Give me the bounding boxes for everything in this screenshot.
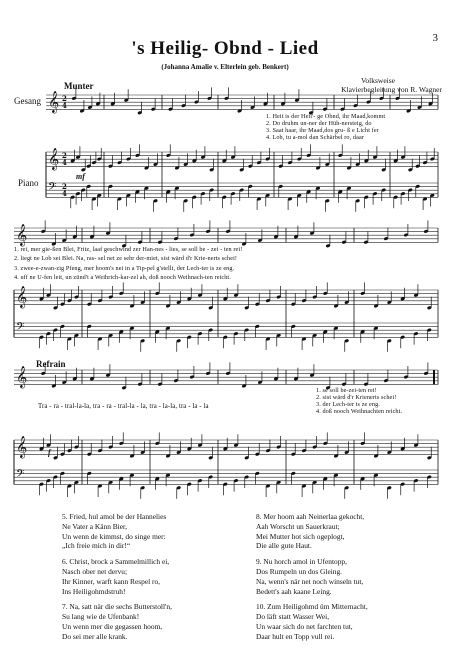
- verse-line: „Ich freie mich in dir!“: [62, 541, 131, 551]
- verse-line: Nasch ober net dervu;: [62, 566, 128, 576]
- lyric-line: 1. Heit is der Heil'- ge Obnd, ihr Maad,kommt: [266, 113, 386, 120]
- verses-left-column: [62, 512, 172, 648]
- time-signature: 2: [62, 94, 67, 103]
- lyric-line: 1. rei, mer gie-ßen Blei, Fritz, laaf geschwind zer Han-nes - lies, se soll be - zei - ten rei!: [14, 246, 243, 253]
- verse-line: Ihr Kinner, warft kann Respel ro,: [62, 576, 161, 586]
- lyric-line: 3. zwee-e-zwan-zig Pfeng, mer hoom's nei in a Tip-pel g'stellt, der Lech-ter is ze eng.: [14, 264, 235, 272]
- page-title: 's Heilig- Obnd - Lied: [131, 38, 319, 59]
- lyric-line: 2. Do druhm un-ner der Hüh-nersteig, do: [266, 120, 372, 127]
- lyricist-credit: (Johanna Amalie v. Elterlein geb. Benkert): [161, 63, 289, 71]
- verse-10: [256, 602, 368, 641]
- lyrics-system-1: [266, 113, 385, 141]
- refrain-lyrics: Tra - ra - tral-la-la, tra - ra - tral-la - la, tra - la-la, tra - la - la: [38, 403, 209, 410]
- lyric-line: 3. Saat haar, ihr Maad,dos gru- ß e Licht fer: [266, 127, 379, 134]
- voice-label: Gesang: [14, 96, 41, 106]
- verse-line: Daar hult en Topp vull rei.: [256, 631, 335, 641]
- verse-line: Ins Heiligohmdstruh!: [62, 586, 126, 596]
- piano-label: Piano: [18, 178, 39, 188]
- verse-7: [62, 602, 172, 641]
- tempo-marking: Munter: [64, 81, 94, 91]
- lyric-line: 2. sist wärd d'r Krienerts schei!: [316, 394, 397, 401]
- treble-clef-icon: 𝄞: [48, 148, 60, 170]
- lyric-line: 4. uff ne U-fen leit, un zünd't a Weihrich-kar-zel ah, doß nooch Weihnach-ten reicht.: [14, 274, 231, 282]
- verse-5: [62, 512, 172, 551]
- treble-clef-icon: 𝄞: [16, 224, 28, 246]
- verse-line: 6. Christ, brock a Sammelmillich ei,: [62, 557, 170, 567]
- time-signature: 2: [62, 151, 67, 160]
- verse-line: Un waar sich do net farchten tut,: [256, 621, 353, 631]
- lyrics-system-3: [316, 387, 402, 415]
- melody-source: Volksweise: [360, 76, 396, 85]
- lyric-line: 1. se soll be-zei-ten rei!: [316, 387, 377, 394]
- bass-clef-icon: 𝄢: [16, 321, 25, 336]
- verse-line: Do läft statt Wasser Wei,: [256, 612, 330, 622]
- dynamic-mf: mf: [76, 172, 85, 181]
- lyric-line: 3. der Lech-ter is ze eng.: [316, 401, 380, 408]
- verse-line: Bedett's aah kaane Leing.: [256, 586, 332, 596]
- verse-line: 10. Zum Heiligohmd üm Mitternacht,: [256, 602, 368, 612]
- time-signature: 4: [62, 189, 67, 198]
- verse-9: [256, 557, 368, 596]
- verse-line: Un wenn mer die gegassen hoom,: [62, 621, 163, 631]
- verse-line: Su lang wie de Ufenbank!: [62, 612, 140, 622]
- verse-line: 5. Fried, hul amol be der Hannelies: [62, 512, 167, 521]
- lyrics-system-2: [14, 245, 242, 283]
- verse-line: 7. Na, satt när die sechs Butterstoll'n,: [62, 602, 172, 612]
- verse-line: Do sei mer alle krank.: [62, 631, 128, 641]
- verse-line: Ne Vater a Känn Bier,: [62, 521, 128, 531]
- dynamic-f: f: [48, 448, 51, 457]
- lyric-line: 4. doß nooch Weihnachten reicht.: [316, 408, 403, 415]
- verse-line: Mei Mutter hot sich ogeplogt,: [256, 531, 345, 541]
- bass-clef-icon: 𝄢: [48, 181, 57, 196]
- verse-line: 9. Nu horch amol in Ufentopp,: [256, 557, 347, 567]
- verse-line: Un wenn de kimmst, do singe mer:: [62, 531, 166, 541]
- verse-line: Aah Worscht un Sauerkraut;: [256, 521, 340, 531]
- lyric-line: 2. liegt ne Lob sei Blei. Na, ras- sel net ze sehr der-miet, sist wärd d'r Krie-nerts schei!: [14, 255, 238, 263]
- verses-right-column: [256, 512, 368, 648]
- treble-clef-icon: 𝄞: [48, 91, 60, 113]
- verse-line: 8. Mer hoom aah Neinerlaa gekocht,: [256, 512, 365, 521]
- time-signature: 4: [62, 101, 67, 110]
- verse-6: [62, 557, 172, 596]
- treble-clef-icon: 𝄞: [16, 366, 28, 388]
- verse-8: [256, 512, 368, 551]
- page-number: 3: [432, 32, 438, 44]
- time-signature: 2: [62, 182, 67, 191]
- verse-line: Dos Rumpeln un dos Gleing.: [256, 566, 343, 576]
- refrain-marking: Refrain: [36, 359, 66, 369]
- treble-clef-icon: 𝄞: [16, 286, 28, 308]
- treble-clef-icon: 𝄞: [16, 436, 28, 458]
- lyric-line: 4. Lob, tu a-mol dan Schärbel ro, daar: [266, 134, 364, 141]
- bass-clef-icon: 𝄢: [16, 468, 25, 483]
- verse-line: Na, wenn's när net noch winseln tut,: [256, 576, 364, 586]
- verse-line: Die alle gute Haut.: [256, 541, 312, 551]
- arranger-credit: Klavierbegleitung von R. Wagner: [341, 85, 442, 94]
- time-signature: 4: [62, 158, 67, 167]
